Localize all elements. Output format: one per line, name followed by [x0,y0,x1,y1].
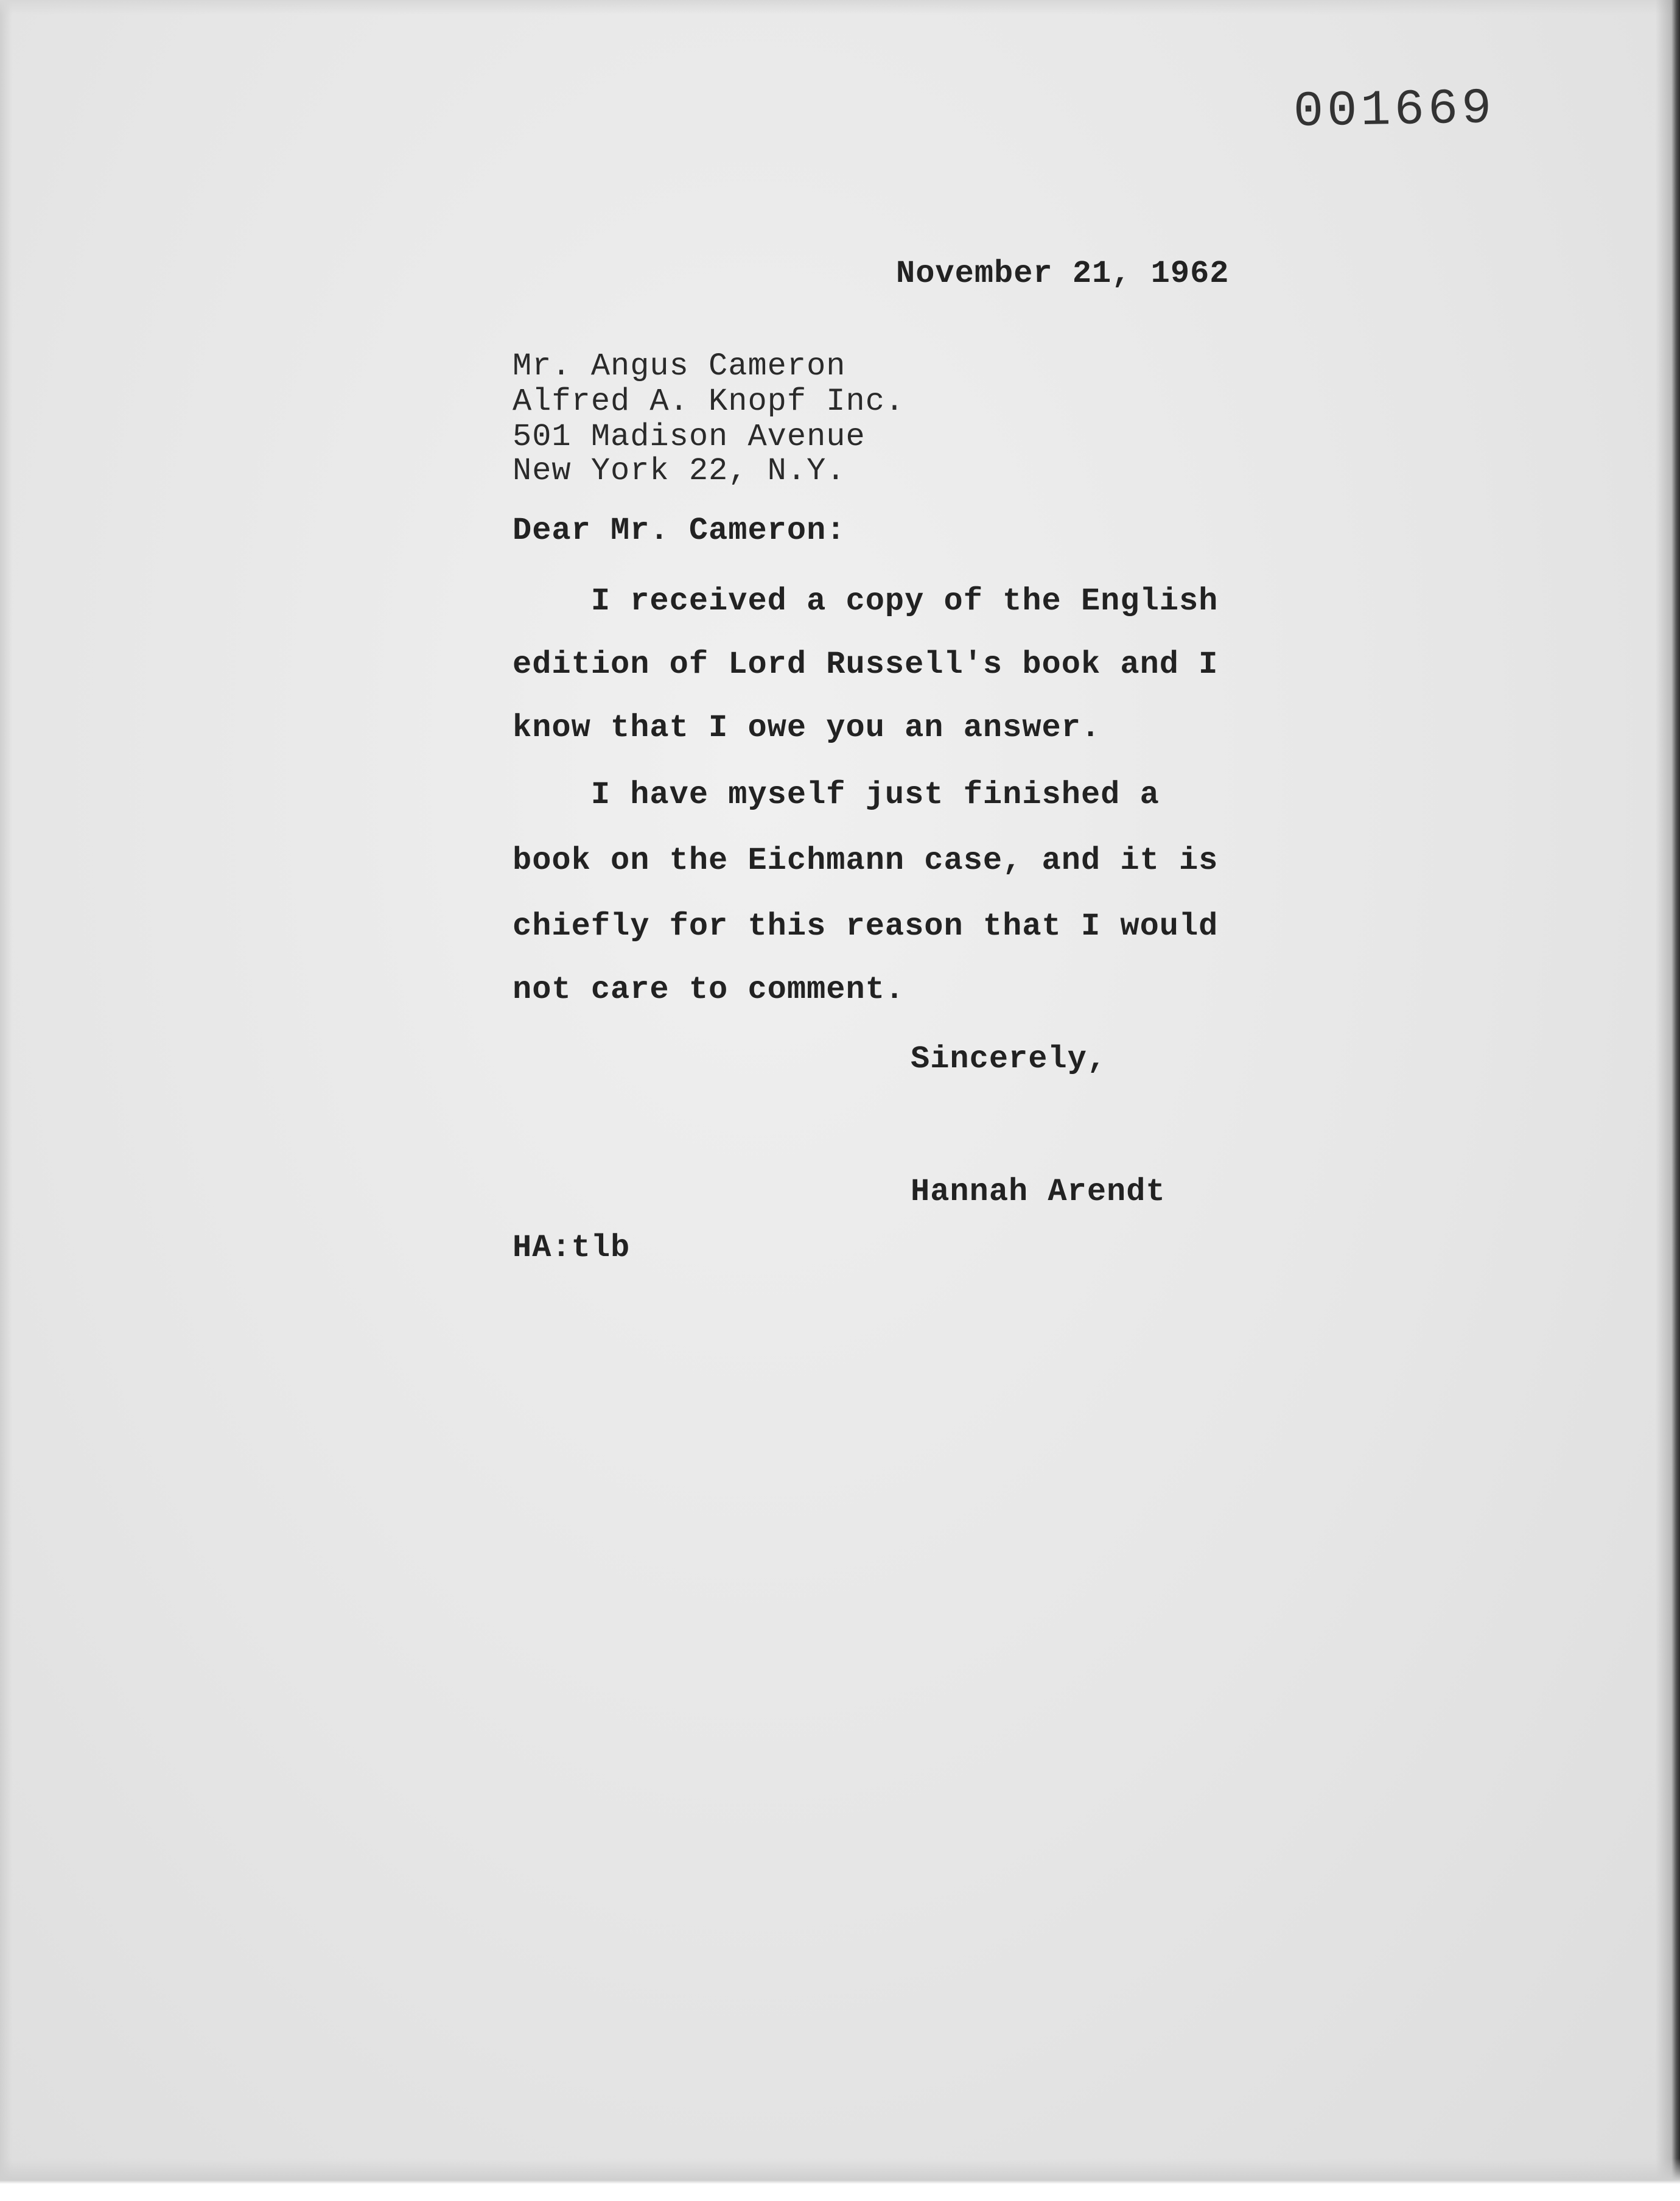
body-line: edition of Lord Russell's book and I [513,647,1219,683]
recipient-name: Mr. Angus Cameron [513,348,846,384]
body-line: know that I owe you an answer. [513,710,1101,746]
body-line: not care to comment. [513,972,905,1008]
document-number-stamp: 001669 [1293,80,1496,141]
closing: Sincerely, [911,1041,1107,1077]
body-line: chiefly for this reason that I would [513,908,1219,944]
recipient-street: 501 Madison Avenue [513,419,866,455]
paper-edge-top [0,0,1680,15]
body-line: I received a copy of the English [513,583,1219,619]
salutation: Dear Mr. Cameron: [513,513,846,549]
paper-edge-left [0,0,12,2201]
letter-date: November 21, 1962 [896,256,1230,292]
recipient-company: Alfred A. Knopf Inc. [513,384,905,419]
body-line: book on the Eichmann case, and it is [513,843,1219,879]
signature-name: Hannah Arendt [911,1174,1166,1210]
recipient-city: New York 22, N.Y. [513,453,846,489]
paper-edge-right [1656,0,1680,2201]
paper-edge-bottom [0,2158,1680,2201]
reference-initials: HA:tlb [513,1230,631,1266]
body-line: I have myself just finished a [513,777,1160,813]
